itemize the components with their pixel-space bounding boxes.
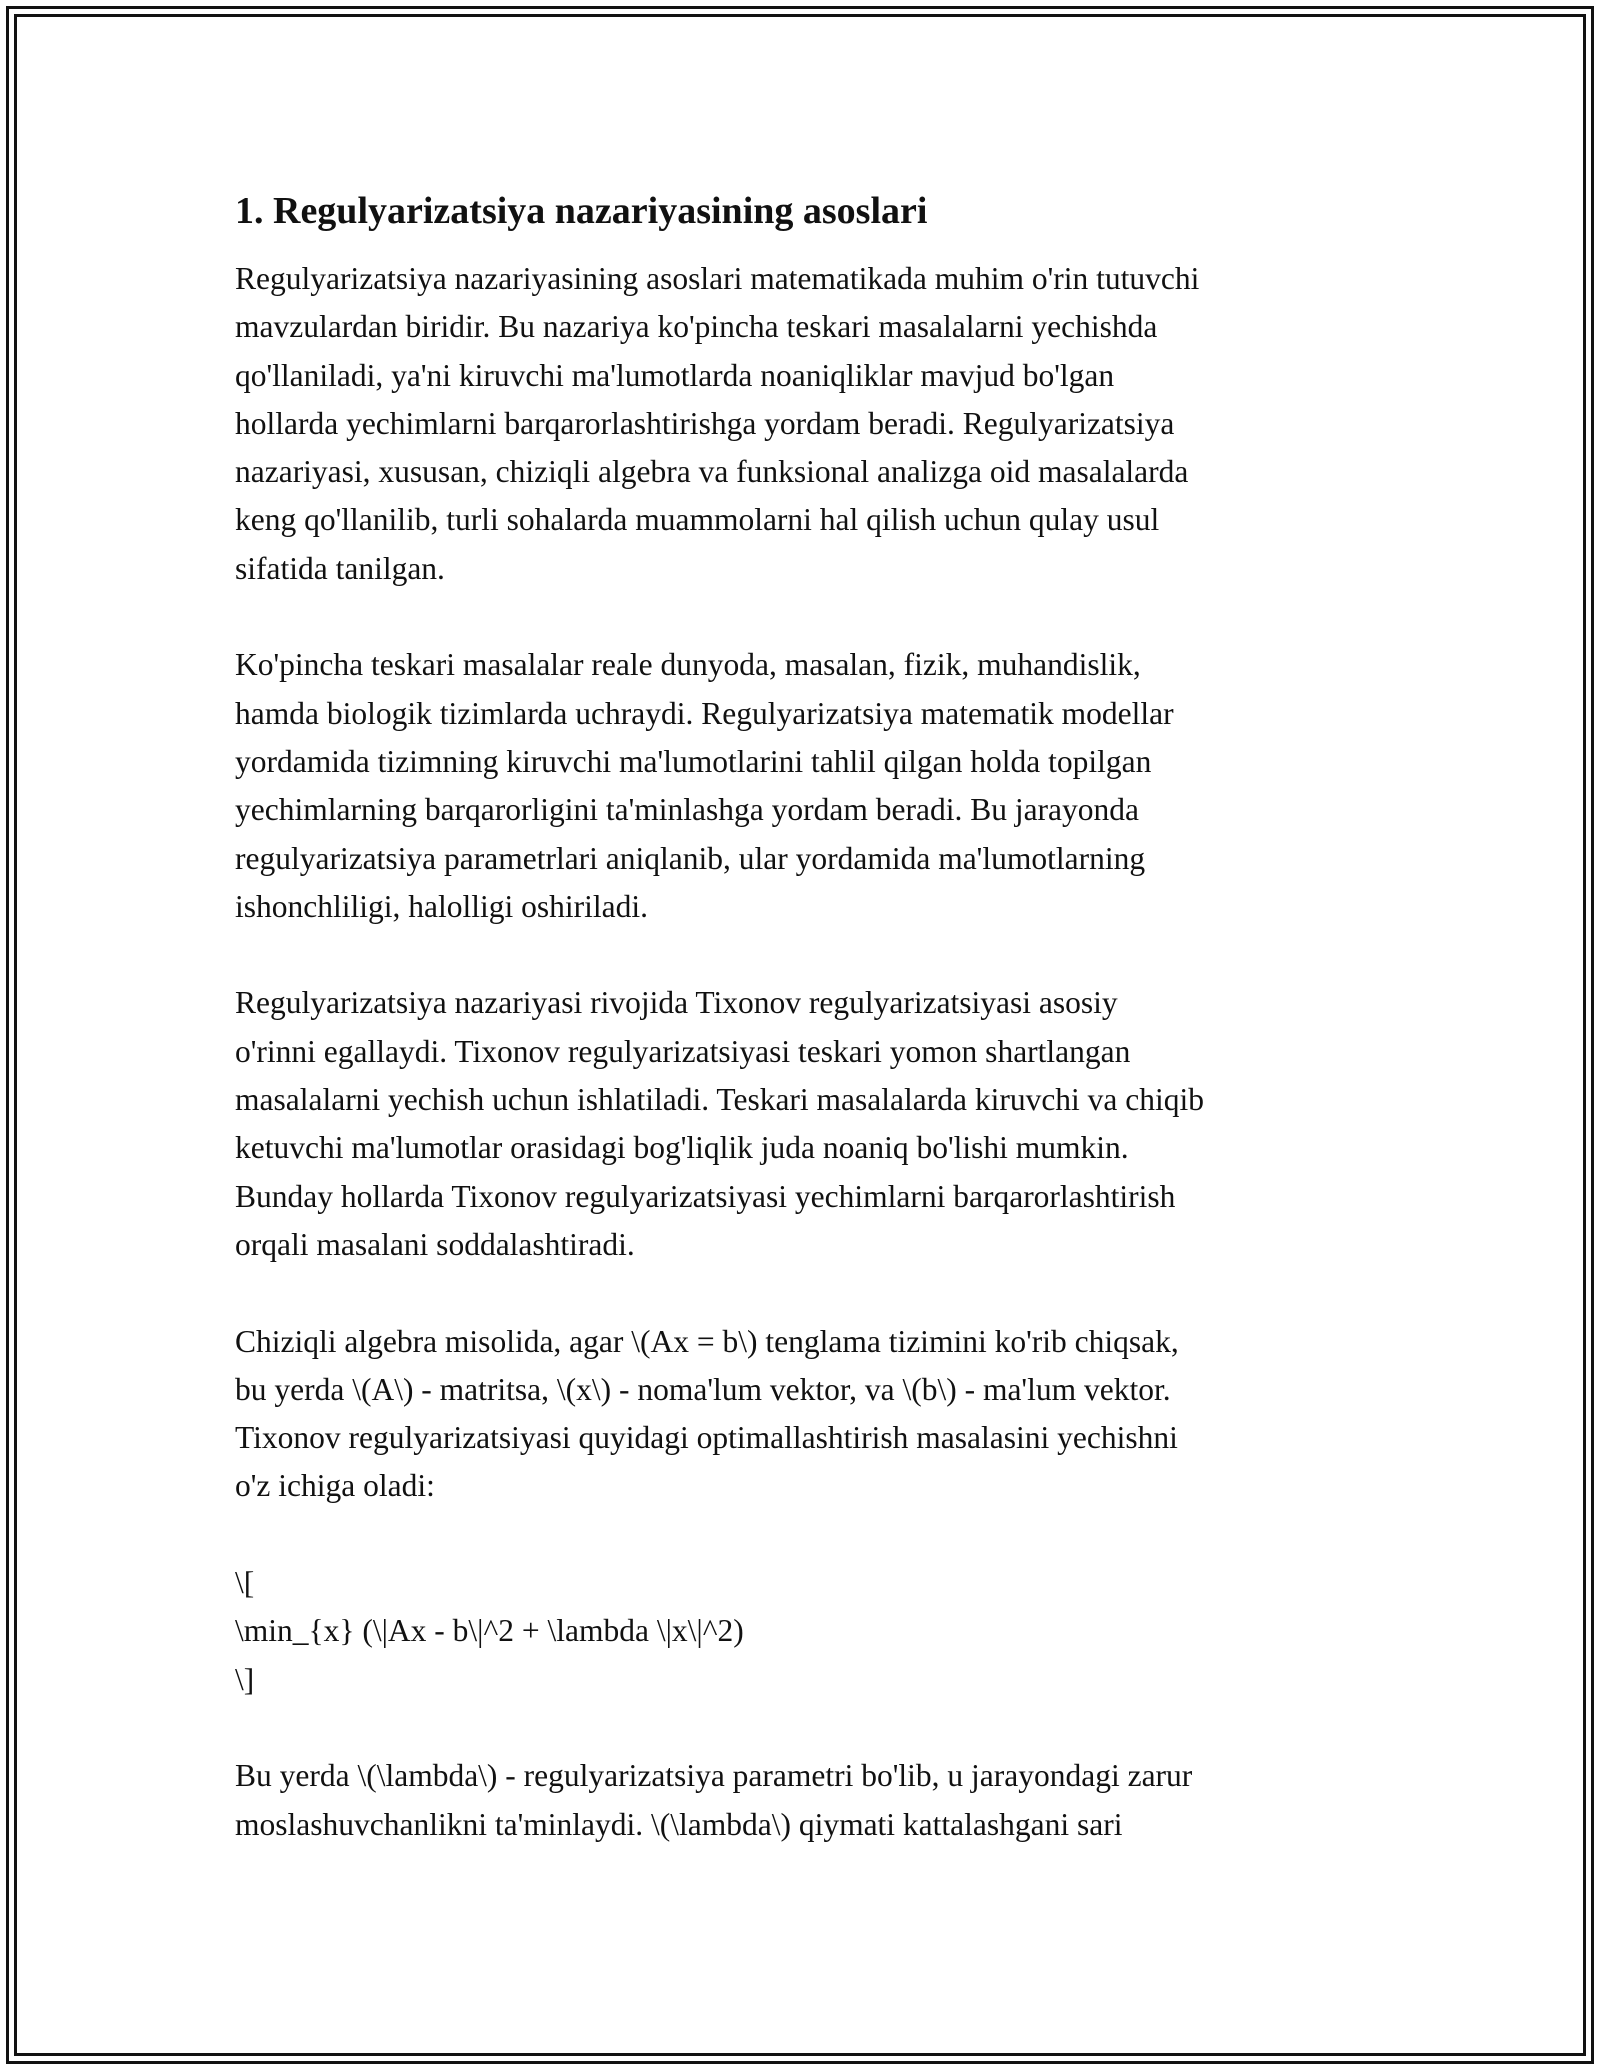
paragraph-gap (235, 1269, 1375, 1317)
paragraph-lambda: Bu yerda \(\lambda\) - regulyarizatsiya parametri bo'lib, u jarayondagi zarur moslashuvchanlikni ta'minlaydi. \(\lambda\) qiymati kattalashgani sari (235, 1758, 1193, 1842)
paragraph-inverse-problems: Ko'pincha teskari masalalar reale dunyoda, masalan, fizik, muhandislik, hamda biologik tizimlarda uchraydi. Regulyarizatsiya matematik modellar yordamida tizimning kiruvchi ma'lumotlarini tahlil qilgan holda topilgan yechimlarning barqarorligini ta'minlashga yordam beradi. Bu jarayonda regulyarizatsiya parametrlari aniqlanib, ular yordamida ma'lumotlarning ishonchliligi, halolligi oshiriladi. (235, 647, 1174, 924)
paragraph-gap (235, 931, 1375, 979)
paragraph-gap (235, 1511, 1375, 1559)
formula-block: \[ \min_{x} (\|Ax - b\|^2 + \lambda \|x\|^2) \] (235, 1565, 744, 1697)
document-body (235, 187, 1375, 1849)
paragraph-tikhonov: Regulyarizatsiya nazariyasi rivojida Tixonov regulyarizatsiyasi asosiy o'rinni egallaydi. Tixonov regulyarizatsiyasi teskari yomon shartlangan masalalarni yechish uchun ishlatiladi. Teskari masalalarda kiruvchi va chiqib ketuvchi ma'lumotlar orasidagi bog'liqlik juda noaniq bo'lishi mumkin. Bunday hollarda Tixonov regulyarizatsiyasi yechimlarni barqarorlashtirish orqali masalani soddalashtiradi. (235, 985, 1205, 1262)
paragraph-gap (235, 593, 1375, 641)
paragraph-intro: Regulyarizatsiya nazariyasining asoslari matematikada muhim o'rin tutuvchi mavzulardan biridir. Bu nazariya ko'pincha teskari masalalarni yechishda qo'llaniladi, ya'ni kiruvchi ma'lumotlarda noaniqliklar mavjud bo'lgan hollarda yechimlarni barqarorlashtirishga yordam beradi. Regulyarizatsiya nazariyasi, xususan, chiziqli algebra va funksional analizga oid masalalarda keng qo'llanilib, turli sohalarda muammolarni hal qilish uchun qulay usul sifatida tanilgan. (235, 261, 1200, 586)
paragraph-gap (235, 1704, 1375, 1752)
section-heading: 1. Regulyarizatsiya nazariyasining asoslari (235, 190, 928, 232)
paragraph-linear-algebra: Chiziqli algebra misolida, agar \(Ax = b\) tenglama tizimini ko'rib chiqsak, bu yerda \(A\) - matritsa, \(x\) - noma'lum vektor, va \(b\) - ma'lum vektor. Tixonov regulyarizatsiyasi quyidagi optimallashtirish masalasini yechishni o'z ichiga oladi: (235, 1323, 1179, 1504)
